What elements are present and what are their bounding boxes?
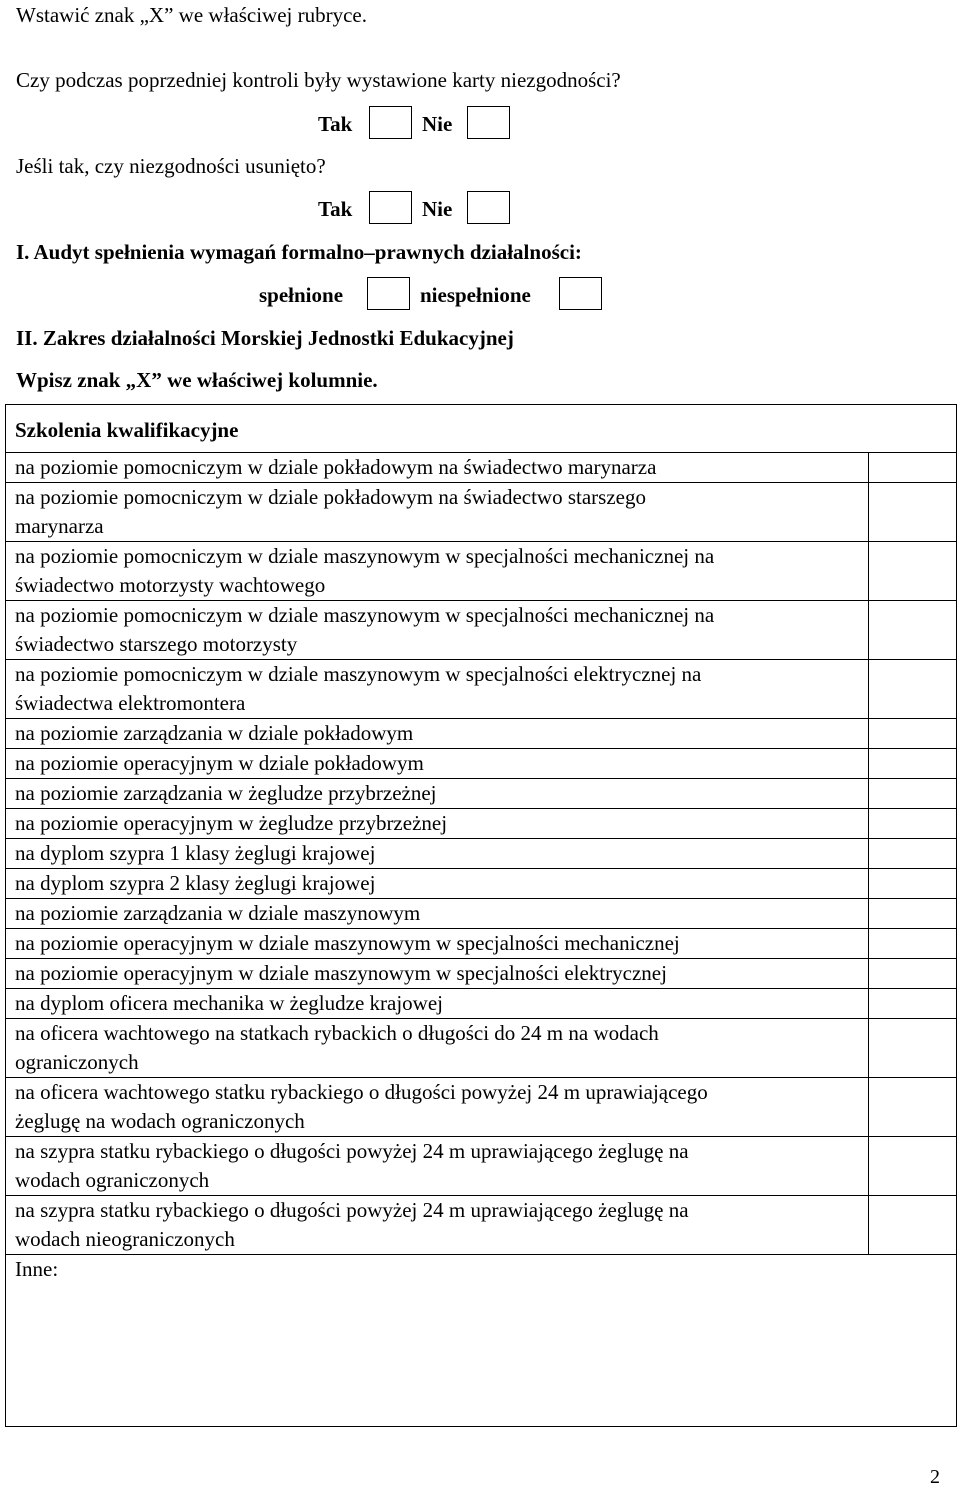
table-row (6, 660, 957, 719)
training-label-cell (6, 959, 869, 989)
training-label-line: na poziomie pomocniczym w dziale maszynowym w specjalności elektrycznej na (15, 662, 702, 686)
q2-no-label: Nie (422, 197, 453, 221)
table-header-row (6, 405, 957, 453)
training-label-cell (6, 1137, 869, 1196)
q1-no-checkbox[interactable] (467, 106, 510, 139)
mark-cell[interactable] (869, 601, 957, 660)
table-row (6, 1019, 957, 1078)
mark-cell[interactable] (869, 1196, 957, 1255)
q2-yes-label: Tak (318, 197, 353, 221)
not-met-checkbox[interactable] (559, 277, 602, 310)
training-label-line: ograniczonych (15, 1050, 139, 1074)
training-label-line: na poziomie zarządzania w dziale maszynowym (15, 901, 421, 925)
mark-cell[interactable] (869, 1137, 957, 1196)
training-label-cell (6, 989, 869, 1019)
question-previous-nonconformities: Czy podczas poprzedniej kontroli były wystawione karty niezgodności? (16, 68, 621, 92)
mark-cell[interactable] (869, 839, 957, 869)
training-label-cell (6, 1196, 869, 1255)
mark-cell[interactable] (869, 1078, 957, 1137)
training-label-line: na poziomie pomocniczym w dziale maszynowym w specjalności mechanicznej na (15, 544, 715, 568)
training-table (5, 404, 957, 1427)
training-label-cell (6, 453, 869, 483)
table-row (6, 453, 957, 483)
training-label-cell (6, 542, 869, 601)
training-label-line: na poziomie operacyjnym w dziale maszynowym w specjalności elektrycznej (15, 961, 667, 985)
training-label-line: na oficera wachtowego statku rybackiego o długości powyżej 24 m uprawiającego (15, 1080, 708, 1104)
table-row (6, 779, 957, 809)
mark-cell[interactable] (869, 453, 957, 483)
table-row (6, 1137, 957, 1196)
training-label-line: na dyplom szypra 1 klasy żeglugi krajowej (15, 841, 376, 865)
mark-cell[interactable] (869, 1019, 957, 1078)
training-label-line: na poziomie zarządzania w żegludze przybrzeżnej (15, 781, 437, 805)
training-label-cell (6, 929, 869, 959)
q2-yes-checkbox[interactable] (369, 191, 412, 224)
met-checkbox[interactable] (367, 277, 410, 310)
table-row (6, 1078, 957, 1137)
training-label-line: na poziomie zarządzania w dziale pokładowym (15, 721, 414, 745)
training-label-line: wodach nieograniczonych (15, 1227, 235, 1251)
training-label-cell (6, 809, 869, 839)
table-row (6, 839, 957, 869)
training-label-line: na poziomie operacyjnym w dziale maszynowym w specjalności mechanicznej (15, 931, 680, 955)
q1-no-label: Nie (422, 112, 453, 136)
table-row (6, 899, 957, 929)
training-label-cell (6, 749, 869, 779)
training-label-cell (6, 483, 869, 542)
training-label-cell (6, 660, 869, 719)
table-row (6, 719, 957, 749)
training-label-line: na poziomie operacyjnym w żegludze przybrzeżnej (15, 811, 448, 835)
table-header: Szkolenia kwalifikacyjne (6, 405, 957, 453)
training-label-cell (6, 719, 869, 749)
training-label-cell (6, 869, 869, 899)
training-label-line: żeglugę na wodach ograniczonych (15, 1109, 305, 1133)
training-label-line: na dyplom oficera mechanika w żegludze krajowej (15, 991, 443, 1015)
table-row (6, 1196, 957, 1255)
q2-no-checkbox[interactable] (467, 191, 510, 224)
training-label-line: na szypra statku rybackiego o długości powyżej 24 m uprawiającego żeglugę na (15, 1139, 689, 1163)
table-row (6, 749, 957, 779)
instruction-text: Wstawić znak „X” we właściwej rubryce. (16, 3, 368, 27)
table-row (6, 989, 957, 1019)
training-label-line: na poziomie pomocniczym w dziale pokładowym na świadectwo starszego (15, 485, 646, 509)
training-label-line: na oficera wachtowego na statkach rybackich o długości do 24 m na wodach (15, 1021, 659, 1045)
training-label-line: świadectwo starszego motorzysty (15, 632, 298, 656)
table-row (6, 542, 957, 601)
table-row (6, 809, 957, 839)
not-met-label: niespełnione (420, 283, 531, 307)
training-label-cell (6, 1019, 869, 1078)
training-label-line: na dyplom szypra 2 klasy żeglugi krajowej (15, 871, 376, 895)
mark-cell[interactable] (869, 542, 957, 601)
section-2-title: II. Zakres działalności Morskiej Jednostki Edukacyjnej (16, 326, 514, 350)
mark-cell[interactable] (869, 749, 957, 779)
table-row (6, 601, 957, 660)
mark-cell[interactable] (869, 869, 957, 899)
training-label-line: na poziomie pomocniczym w dziale maszynowym w specjalności mechanicznej na (15, 603, 715, 627)
training-label-line: wodach ograniczonych (15, 1168, 210, 1192)
page-number: 2 (930, 1466, 940, 1488)
training-label-line: na poziomie operacyjnym w dziale pokładowym (15, 751, 424, 775)
training-label-cell (6, 1078, 869, 1137)
section-1-title: I. Audyt spełnienia wymagań formalno–prawnych działalności: (16, 240, 582, 264)
mark-cell[interactable] (869, 483, 957, 542)
q1-yes-label: Tak (318, 112, 353, 136)
question-nonconformities-removed: Jeśli tak, czy niezgodności usunięto? (16, 154, 326, 178)
mark-cell[interactable] (869, 779, 957, 809)
training-label-cell (6, 899, 869, 929)
training-label-cell (6, 839, 869, 869)
met-label: spełnione (259, 283, 344, 307)
other-label: Inne: (15, 1257, 59, 1281)
mark-cell[interactable] (869, 809, 957, 839)
training-label-line: marynarza (15, 514, 104, 538)
mark-cell[interactable] (869, 660, 957, 719)
mark-cell[interactable] (869, 989, 957, 1019)
table-row (6, 869, 957, 899)
training-label-line: na poziomie pomocniczym w dziale pokładowym na świadectwo marynarza (15, 455, 657, 479)
table-row (6, 483, 957, 542)
training-label-cell (6, 601, 869, 660)
mark-cell[interactable] (869, 959, 957, 989)
other-cell[interactable] (6, 1255, 957, 1427)
mark-cell[interactable] (869, 719, 957, 749)
training-label-line: na szypra statku rybackiego o długości powyżej 24 m uprawiającego żeglugę na (15, 1198, 689, 1222)
section-2-instruction: Wpisz znak „X” we właściwej kolumnie. (16, 368, 378, 392)
table-row-other (6, 1255, 957, 1427)
q1-yes-checkbox[interactable] (369, 106, 412, 139)
mark-cell[interactable] (869, 929, 957, 959)
table-row (6, 929, 957, 959)
mark-cell[interactable] (869, 899, 957, 929)
training-label-line: świadectwa elektromontera (15, 691, 246, 715)
training-label-cell (6, 779, 869, 809)
table-row (6, 959, 957, 989)
training-label-line: świadectwo motorzysty wachtowego (15, 573, 326, 597)
